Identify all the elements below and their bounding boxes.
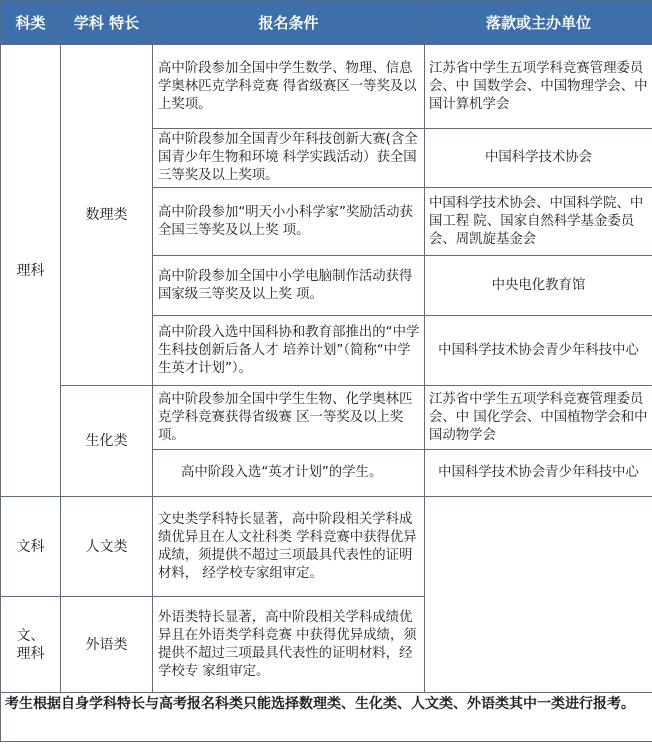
specialty-math-physics: 数理类	[61, 45, 153, 386]
organizer-cell: 中国科学技术协会青少年科技中心	[425, 316, 652, 386]
condition-cell: 高中阶段入选“英才计划”的学生。	[153, 450, 425, 497]
condition-cell: 高中阶段入选中国科协和教育部推出的“中学生科技创新后备人才 培养计划”（简称“中学生英才计划”）。	[153, 316, 425, 386]
specialty-foreign-language: 外语类	[61, 597, 153, 693]
condition-cell: 文史类学科特长显著，高中阶段相关学科成绩优异且在人文社科类 学科竞赛中获得优异成绩，须提供不超过三项最具代表性的证明材料， 经学校专家组审定。	[153, 497, 425, 597]
organizer-cell: 江苏省中学生五项学科竞赛管理委员会、中 国数学会、中国物理学会、中国计算机学会	[425, 45, 652, 129]
organizer-cell: 中国科学技术协会青少年科技中心	[425, 450, 652, 497]
table-row	[1, 497, 652, 597]
header-organizer: 落款或主办单位	[425, 1, 652, 45]
organizer-cell-empty	[425, 497, 652, 693]
header-specialty: 学科 特长	[61, 1, 153, 45]
category-arts: 文科	[1, 497, 61, 597]
condition-cell: 高中阶段参加全国中学生生物、化学奥林匹克学科竞赛获得省级赛 区一等奖及以上奖项。	[153, 386, 425, 450]
organizer-cell: 中央电化教育馆	[425, 256, 652, 316]
condition-cell: 外语类特长显著，高中阶段相关学科成绩优异且在外语类学科竞赛 中获得优异成绩，须提供不超过三项最具代表性的证明材料，经学校专 家组审定。	[153, 597, 425, 693]
condition-cell: 高中阶段参加全国中学生数学、物理、信息学奥林匹克学科竞赛 得省级赛区一等奖及以上奖项。	[153, 45, 425, 129]
organizer-cell: 江苏省中学生五项学科竞赛管理委员会、中 国化学会、中国植物学会和中国动物学会	[425, 386, 652, 450]
organizer-cell: 中国科学技术协会、中国科学院、中国工程 院、国家自然科学基金委员会、周凯旋基金会	[425, 188, 652, 256]
condition-cell: 高中阶段参加全国中小学电脑制作活动获得国家级三等奖及以上奖 项。	[153, 256, 425, 316]
category-science: 理科	[1, 45, 61, 497]
condition-cell: 高中阶段参加“明天小小科学家”奖励活动获全国三等奖及以上奖 项。	[153, 188, 425, 256]
specialty-humanities: 人文类	[61, 497, 153, 597]
table-row	[1, 386, 652, 450]
table-row	[1, 45, 652, 129]
header-conditions: 报名条件	[153, 1, 425, 45]
footer-note: 考生根据自身学科特长与高考报名科类只能选择数理类、生化类、人文类、外语类其中一类进行报考。	[1, 693, 652, 742]
category-arts-science: 文、 理科	[1, 597, 61, 693]
header-row	[1, 1, 652, 45]
footer-row	[1, 693, 652, 742]
condition-cell: 高中阶段参加全国青少年科技创新大赛(含全国青少年生物和环境 科学实践活动）获全国三等奖及以上奖项。	[153, 129, 425, 188]
organizer-cell: 中国科学技术协会	[425, 129, 652, 188]
header-category: 科类	[1, 1, 61, 45]
specialty-bio-chem: 生化类	[61, 386, 153, 497]
